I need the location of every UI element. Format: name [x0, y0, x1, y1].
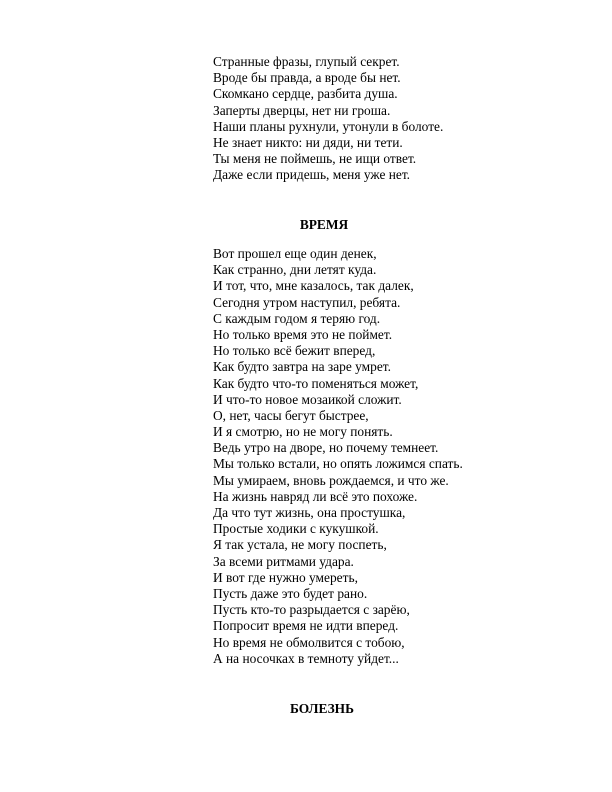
poem-1-text — [213, 54, 443, 184]
poem-line: Сегодня утром наступил, ребята. — [213, 294, 401, 310]
poem-line: Мы только встали, но опять ложимся спать. — [213, 456, 463, 472]
poem-line: Ты меня не поймешь, не ищи ответ. — [213, 151, 417, 167]
poem-line: Пусть даже это будет рано. — [213, 585, 368, 601]
poem-3-title: БОЛЕЗНЬ — [290, 701, 354, 716]
poem-line: И вот где нужно умереть, — [213, 569, 358, 585]
poem-line: Но только время это не поймет. — [213, 326, 393, 342]
poem-line: Но только всё бежит вперед, — [213, 343, 376, 359]
poem-line: Скомкано сердце, разбита душа. — [213, 86, 398, 102]
poem-line: На жизнь навряд ли всё это похоже. — [213, 488, 418, 504]
poem-2-title: ВРЕМЯ — [299, 217, 349, 232]
poem-line: Как странно, дни летят куда. — [213, 262, 377, 278]
poem-line: Заперты дверцы, нет ни гроша. — [213, 102, 391, 118]
poem-line: Ведь утро на дворе, но почему темнеет. — [213, 440, 439, 456]
poem-2-text — [213, 246, 463, 667]
poem-line: Простые ходики с кукушкой. — [213, 521, 379, 537]
poem-line: Но время не обмолвится с тобою, — [213, 634, 405, 650]
poem-line: Да что тут жизнь, она простушка, — [213, 505, 406, 520]
poem-line: А на носочках в темноту уйдет... — [213, 650, 399, 666]
poem-line: Не знает никто: ни дяди, ни тети. — [213, 134, 403, 150]
poem-line: Наши планы рухнули, утонули в болоте. — [213, 118, 444, 134]
poem-line: Как будто что-то поменяться может, — [213, 375, 419, 391]
poem-line: Попросит время не идти вперед. — [213, 618, 399, 634]
poem-line: О, нет, часы бегут быстрее, — [213, 407, 369, 423]
poem-line: Вроде бы правда, а вроде бы нет. — [213, 70, 401, 86]
poem-line: И я смотрю, но не могу понять. — [213, 424, 393, 440]
poem-line: Как будто завтра на заре умрет. — [213, 359, 391, 375]
poem-line: Странные фразы, глупый секрет. — [213, 54, 400, 69]
poem-line: Я так устала, не могу поспеть, — [213, 537, 387, 553]
poem-line: И тот, что, мне казалось, так далек, — [213, 278, 414, 294]
poem-line: Мы умираем, вновь рождаемся, и что же. — [213, 472, 449, 488]
poem-line: Пусть кто-то разрыдается с зарёю, — [213, 602, 410, 618]
poem-line: Даже если придешь, меня уже нет. — [213, 167, 411, 183]
poem-line: И что-то новое мозаикой сложит. — [213, 391, 402, 407]
poem-line: С каждым годом я теряю год. — [213, 310, 381, 326]
poem-line: Вот прошел еще один денек, — [213, 246, 377, 261]
poem-line: За всеми ритмами удара. — [213, 553, 354, 569]
